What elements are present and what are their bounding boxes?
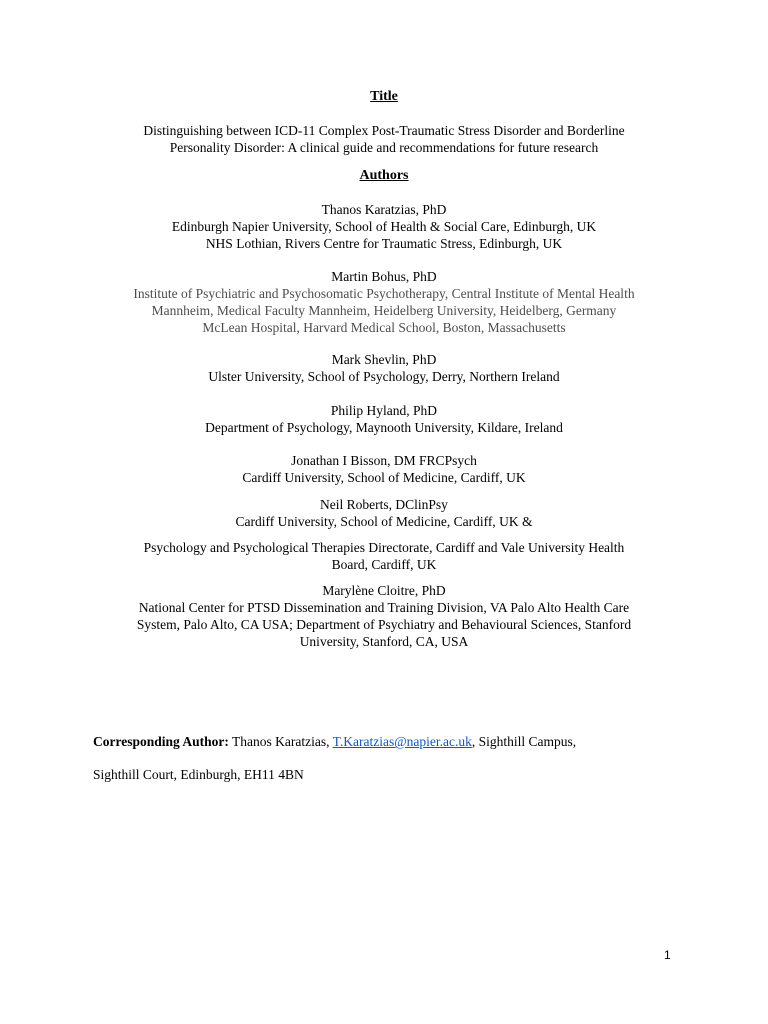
corresponding-author-label: Corresponding Author:: [93, 734, 229, 749]
author-name: Philip Hyland, PhD: [330, 403, 438, 418]
author-affiliation: National Center for PTSD Dissemination and Training Division, VA Palo Alto Health Care: [138, 600, 630, 615]
author-affiliation: Ulster University, School of Psychology, Derry, Northern Ireland: [208, 369, 560, 384]
author-name: Marylène Cloitre, PhD: [322, 583, 446, 598]
author-name: Mark Shevlin, PhD: [331, 352, 437, 367]
author-block: [80, 268, 688, 336]
author-affiliation: Cardiff University, School of Medicine, Cardiff, UK: [242, 470, 526, 485]
corresponding-author-name: Thanos Karatzias,: [228, 734, 333, 749]
corresponding-author: [93, 733, 693, 750]
author-affiliation: Mannheim, Medical Faculty Mannheim, Heidelberg University, Heidelberg, Germany: [151, 303, 617, 318]
author-name: Thanos Karatzias, PhD: [321, 202, 447, 217]
paper-title-line: Personality Disorder: A clinical guide and recommendations for future research: [169, 140, 599, 155]
author-affiliation: Edinburgh Napier University, School of Health & Social Care, Edinburgh, UK: [171, 219, 597, 234]
author-extra-affiliation: [80, 539, 688, 573]
corresponding-address-line1: , Sighthill Campus,: [471, 734, 577, 749]
author-block: [80, 452, 688, 486]
author-block: [80, 496, 688, 530]
title-heading: Title: [370, 89, 398, 104]
author-block: [80, 402, 688, 436]
author-affiliation: System, Palo Alto, CA USA; Department of Psychiatry and Behavioural Sciences, Stanford: [136, 617, 632, 632]
paper-title: [80, 122, 688, 156]
corresponding-email-link[interactable]: T.Karatzias@napier.ac.uk: [332, 734, 472, 749]
author-affiliation: McLean Hospital, Harvard Medical School, Boston, Massachusetts: [202, 320, 566, 335]
author-affiliation: Department of Psychology, Maynooth University, Kildare, Ireland: [205, 420, 563, 435]
author-name: Martin Bohus, PhD: [331, 269, 437, 284]
paper-title-line: Distinguishing between ICD-11 Complex Post-Traumatic Stress Disorder and Borderline: [143, 123, 625, 138]
author-block: [80, 351, 688, 385]
page-number: 1: [664, 948, 671, 962]
author-name: Neil Roberts, DClinPsy: [320, 497, 448, 512]
author-affiliation: Cardiff University, School of Medicine, Cardiff, UK &: [235, 514, 533, 529]
author-block: [80, 582, 688, 650]
authors-heading: Authors: [359, 168, 409, 183]
author-affiliation: Psychology and Psychological Therapies Directorate, Cardiff and Vale University Health: [143, 540, 625, 555]
author-affiliation: Board, Cardiff, UK: [331, 557, 437, 572]
author-name: Jonathan I Bisson, DM FRCPsych: [291, 453, 477, 468]
corresponding-address: Sighthill Court, Edinburgh, EH11 4BN: [93, 767, 304, 782]
author-block: [80, 201, 688, 252]
author-affiliation: Institute of Psychiatric and Psychosomatic Psychotherapy, Central Institute of Mental Health: [133, 286, 635, 301]
author-affiliation: NHS Lothian, Rivers Centre for Traumatic Stress, Edinburgh, UK: [205, 236, 563, 251]
author-affiliation: University, Stanford, CA, USA: [299, 634, 469, 649]
